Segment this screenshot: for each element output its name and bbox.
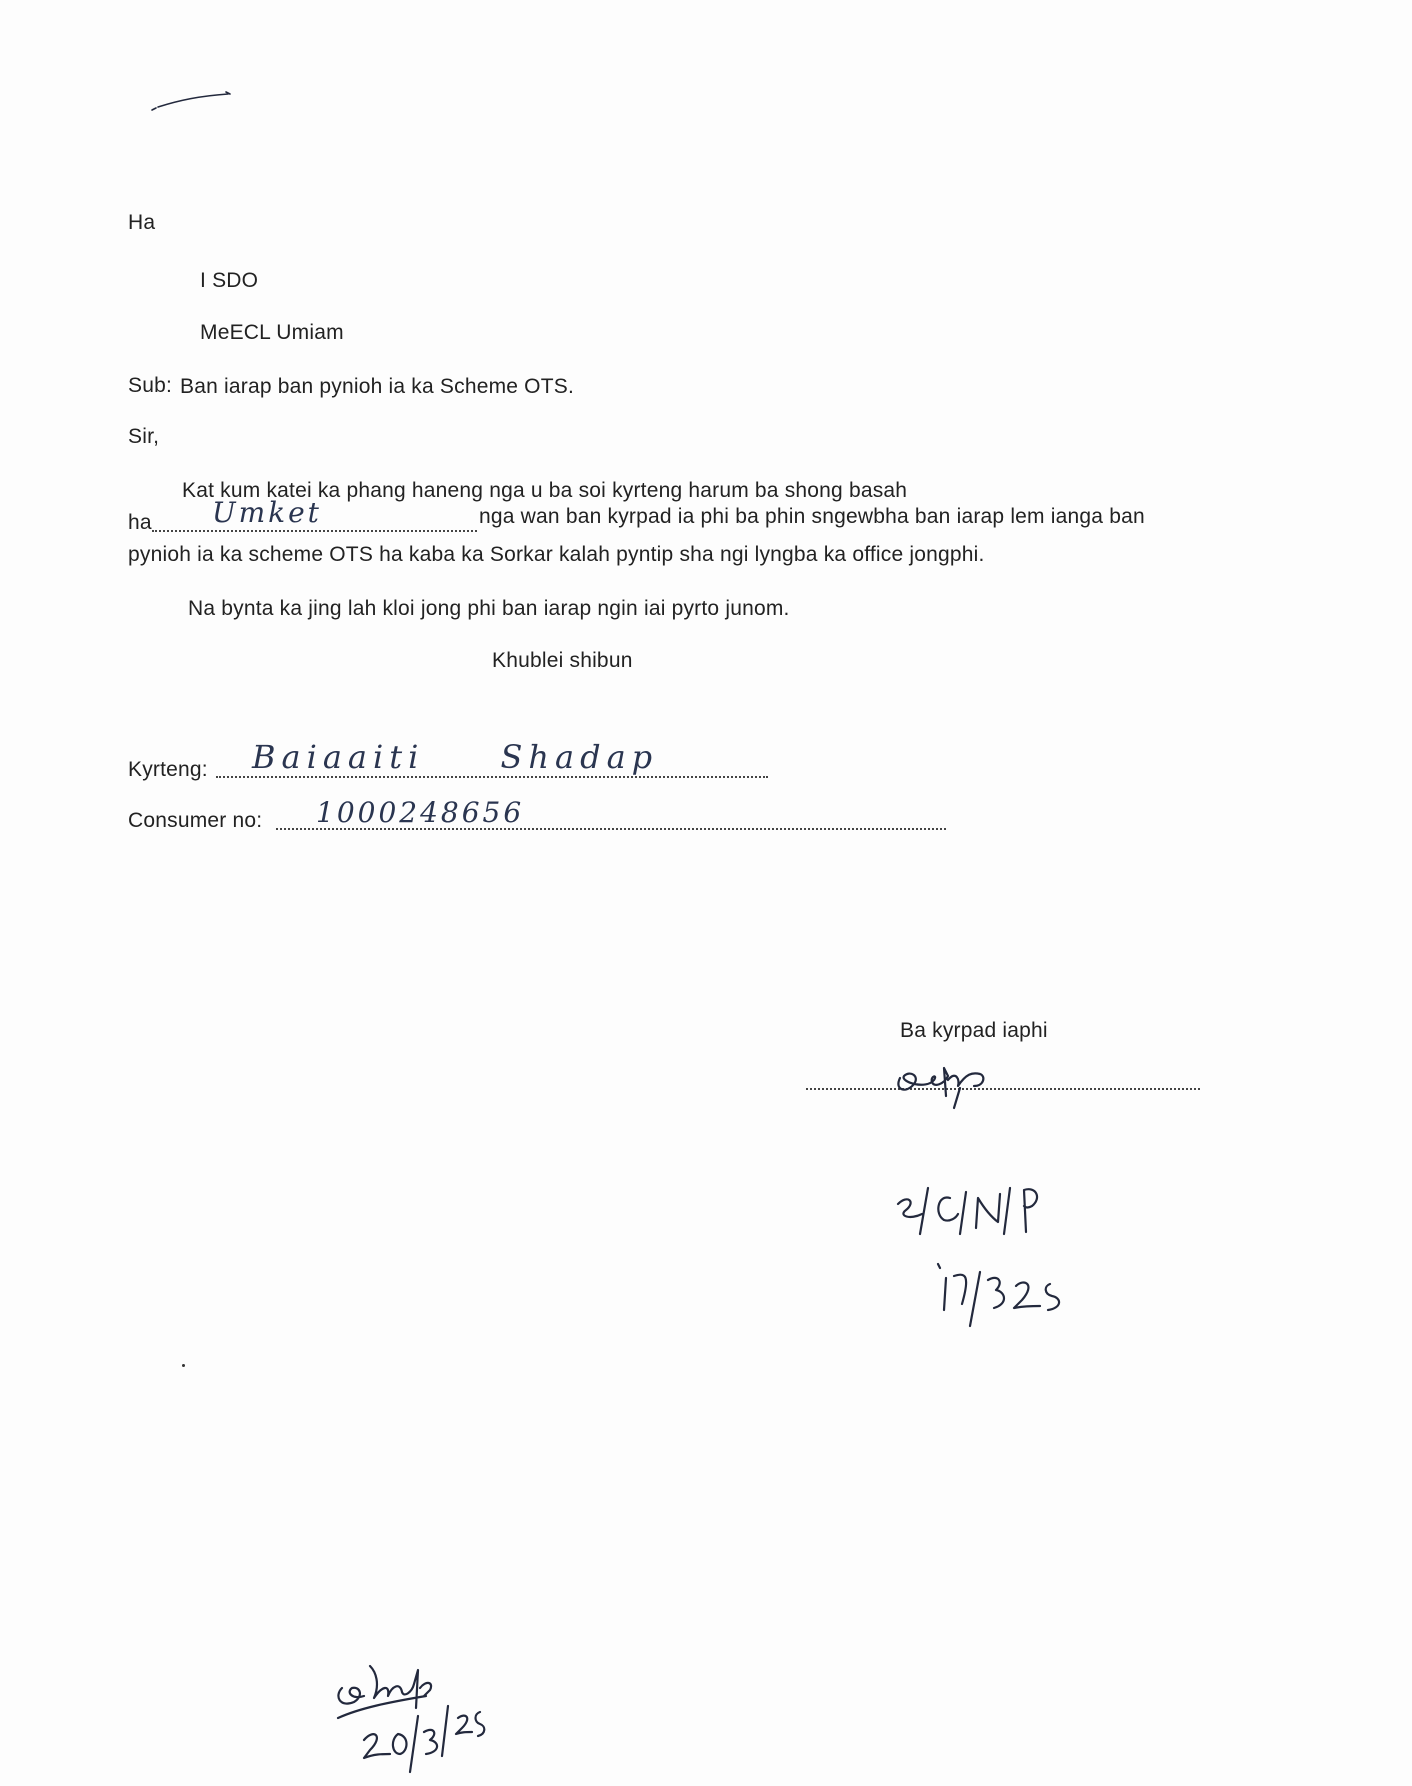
body-line-2-prefix: ha [128, 511, 152, 534]
salutation-to: Ha [128, 211, 156, 234]
office-note-annotation [892, 1176, 1092, 1246]
body-line-2-suffix: nga wan ban kyrpad ia phi ba phin sngewbha ban iarap lem ianga ban [479, 505, 1145, 528]
greeting: Sir, [128, 425, 160, 448]
body-line-1: Kat kum katei ka phang haneng nga u ba soi kyrteng harum ba shong basah [182, 479, 908, 502]
recipient-line-2: MeECL Umiam [200, 321, 344, 344]
name-value: Baiaaiti Shadap [252, 738, 659, 776]
body-line-3: pynioh ia ka scheme OTS ha kaba ka Sorkar kalah pyntip sha ngi lyngba ka office jongphi. [128, 543, 985, 566]
consumer-label: Consumer no: [128, 809, 263, 832]
closing: Khublei shibun [492, 649, 633, 672]
consumer-value: 1000248656 [316, 796, 525, 829]
name-dotted-line [216, 776, 768, 778]
pen-mark [150, 88, 240, 118]
office-date-annotation [926, 1256, 1096, 1336]
body-line-4: Na bynta ka jing lah kloi jong phi ban iarap ngin iai pyrto junom. [188, 597, 790, 620]
stray-dot [182, 1364, 185, 1367]
subject-text: Ban iarap ban pynioh ia ka Scheme OTS. [180, 375, 574, 398]
signature-label: Ba kyrpad iaphi [900, 1019, 1048, 1042]
recipient-line-1: I SDO [200, 269, 259, 292]
applicant-signature [886, 1050, 1006, 1110]
handwritten-place: Umket [212, 496, 322, 529]
subject-label: Sub: [128, 374, 172, 397]
name-label: Kyrteng: [128, 758, 208, 781]
dotted-line-place [152, 530, 477, 532]
bottom-initial-signature [330, 1656, 500, 1776]
